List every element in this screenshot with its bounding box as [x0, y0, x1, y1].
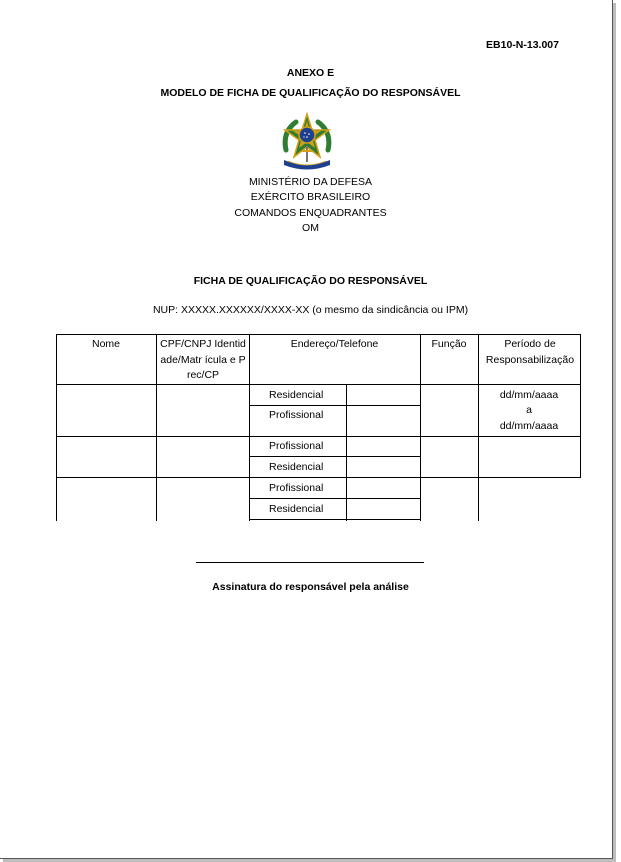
header-nome: Nome: [91, 338, 120, 350]
institution-line-ministry: MINISTÉRIO DA DEFESA: [248, 176, 373, 188]
row1-period-separator: a: [526, 404, 532, 416]
row2-address-type-1: Profissional: [269, 440, 324, 452]
header-funcao: Função: [431, 338, 467, 350]
institution-line-commands: COMANDOS ENQUADRANTES: [234, 207, 387, 219]
header-periodo: Período de Responsabilização: [485, 338, 575, 366]
row1-period-start: dd/mm/aaaa: [499, 389, 559, 401]
row1-address-type-1: Residencial: [269, 389, 324, 401]
nup-line: NUP: XXXXX.XXXXXX/XXXX-XX (o mesmo da sindicância ou IPM): [152, 304, 469, 316]
row3-address-type-2: Residencial: [269, 503, 324, 515]
annex-title: ANEXO E: [286, 67, 335, 79]
institution-line-om: OM: [302, 222, 319, 234]
coat-of-arms-emblem: [276, 110, 338, 172]
form-title: FICHA DE QUALIFICAÇÃO DO RESPONSÁVEL: [193, 275, 428, 287]
institution-line-army: EXÉRCITO BRASILEIRO: [250, 191, 371, 203]
signature-line: [196, 562, 424, 563]
row1-address-type-2: Profissional: [269, 409, 324, 421]
row3-address-type-1: Profissional: [269, 482, 324, 494]
header-endereco-telefone: Endereço/Telefone: [290, 338, 379, 350]
model-title: MODELO DE FICHA DE QUALIFICAÇÃO DO RESPONSÁVEL: [160, 87, 461, 99]
row2-address-type-2: Residencial: [269, 461, 324, 473]
header-cpf-identidade: CPF/CNPJ Identidade/Matr ícula e Prec/CP: [160, 338, 246, 381]
row1-period-end: dd/mm/aaaa: [499, 420, 559, 432]
document-code: EB10-N-13.007: [486, 39, 559, 51]
qualification-table: [56, 334, 581, 521]
signature-label: Assinatura do responsável pela análise: [212, 581, 409, 593]
